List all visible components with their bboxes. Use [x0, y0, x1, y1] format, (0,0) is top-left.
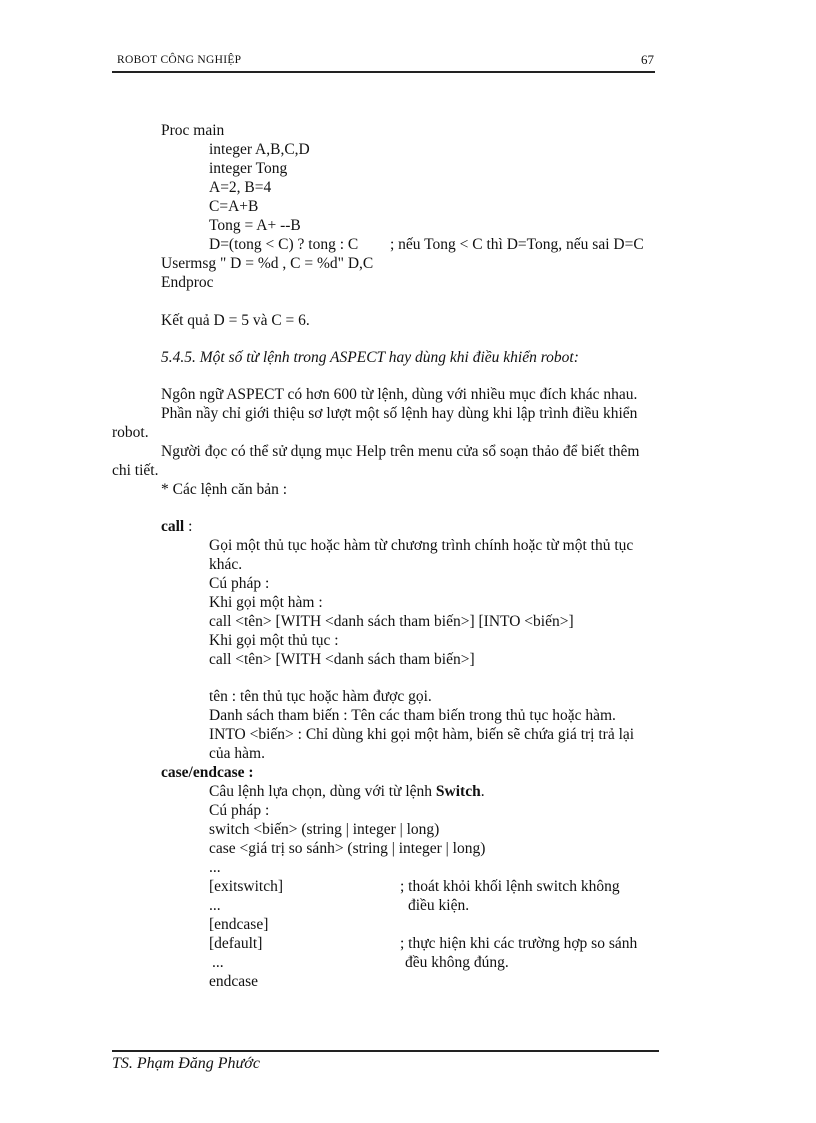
footer-author: TS. Phạm Đăng Phước — [112, 1055, 260, 1072]
call-when-proc: Khi gọi một thủ tục : — [209, 632, 339, 649]
case-desc-prefix: Câu lệnh lựa chọn, dùng với từ lệnh — [209, 783, 436, 800]
running-header-title: ROBOT CÔNG NGHIỆP — [117, 54, 242, 66]
case-exitswitch-comment-1: ; thoát khỏi khối lệnh switch không — [400, 878, 620, 895]
call-into-line1: INTO <biến> : Chỉ dùng khi gọi một hàm, biến sẽ chứa giá trị trả lại — [209, 726, 635, 743]
case-dots-2: ... — [209, 897, 221, 914]
case-desc — [209, 784, 485, 800]
call-syntax-label: Cú pháp : — [209, 575, 270, 592]
case-syntax-label: Cú pháp : — [209, 802, 270, 819]
case-default-comment-1: ; thực hiện khi các trường hợp so sánh — [400, 935, 638, 952]
result-line: Kết quả D = 5 và C = 6. — [161, 312, 310, 329]
code-integer-abcd: integer A,B,C,D — [209, 141, 310, 158]
page-number: 67 — [641, 52, 654, 67]
call-when-func: Khi gọi một hàm : — [209, 594, 323, 611]
code-integer-tong: integer Tong — [209, 160, 288, 177]
case-dots-1: ... — [209, 859, 221, 876]
intro-p1: Ngôn ngữ ASPECT có hơn 600 từ lệnh, dùng với nhiều mục đích khác nhau. — [161, 386, 638, 403]
call-ten-desc: tên : tên thủ tục hoặc hàm được gọi. — [209, 688, 432, 705]
case-default: [default] — [209, 935, 263, 952]
footer-rule — [112, 1050, 659, 1052]
intro-p3-line1: Người đọc có thể sử dụng mục Help trên menu cửa sổ soạn thảo để biết thêm — [161, 443, 640, 460]
call-params-desc: Danh sách tham biến : Tên các tham biến trong thủ tục hoặc hàm. — [209, 707, 616, 724]
case-keyword: case/endcase : — [161, 764, 254, 781]
call-desc-line2: khác. — [209, 556, 243, 573]
code-c-sum: C=A+B — [209, 198, 259, 215]
case-case-line: case <giá trị so sánh> (string | integer | long) — [209, 840, 486, 857]
section-heading: 5.4.5. Một số từ lệnh trong ASPECT hay dùng khi điều khiển robot: — [161, 349, 579, 366]
call-into-line2: của hàm. — [209, 745, 265, 762]
case-endcase: endcase — [209, 973, 259, 990]
header-rule — [112, 71, 655, 73]
code-d-comment: ; nếu Tong < C thì D=Tong, nếu sai D=C — [390, 236, 644, 253]
case-dots-3: ... — [212, 954, 224, 971]
code-usermsg: Usermsg " D = %d , C = %d" D,C — [161, 255, 374, 272]
intro-p3-line2: chi tiết. — [112, 462, 159, 479]
basic-commands-heading: * Các lệnh căn bản : — [161, 481, 288, 498]
call-colon: : — [184, 518, 193, 535]
call-desc-line1: Gọi một thủ tục hoặc hàm từ chương trình chính hoặc từ một thủ tục — [209, 537, 634, 554]
intro-p2-line1: Phần nầy chỉ giới thiệu sơ lượt một số lệnh hay dùng khi lập trình điều khiển — [161, 405, 638, 422]
code-tong-expr: Tong = A+ --B — [209, 217, 301, 234]
case-exitswitch-comment-2: điều kiện. — [408, 897, 470, 914]
case-exitswitch: [exitswitch] — [209, 878, 284, 895]
call-heading — [161, 519, 192, 535]
case-heading — [161, 765, 254, 781]
code-d-expr: D=(tong < C) ? tong : C — [209, 236, 359, 253]
case-endcase-bracket: [endcase] — [209, 916, 269, 933]
case-desc-switch: Switch — [435, 783, 481, 800]
call-proc-syntax: call <tên> [WITH <danh sách tham biến>] — [209, 651, 475, 668]
code-endproc: Endproc — [161, 274, 214, 291]
intro-p2-line2: robot. — [112, 424, 149, 441]
case-desc-suffix: . — [480, 783, 485, 800]
code-proc-main: Proc main — [161, 122, 225, 139]
code-a-b: A=2, B=4 — [209, 179, 272, 196]
call-func-syntax: call <tên> [WITH <danh sách tham biến>] [INTO <biến>] — [209, 613, 574, 630]
call-keyword: call — [161, 518, 185, 535]
case-switch-line: switch <biến> (string | integer | long) — [209, 821, 440, 838]
case-default-comment-2: đều không đúng. — [405, 954, 509, 971]
